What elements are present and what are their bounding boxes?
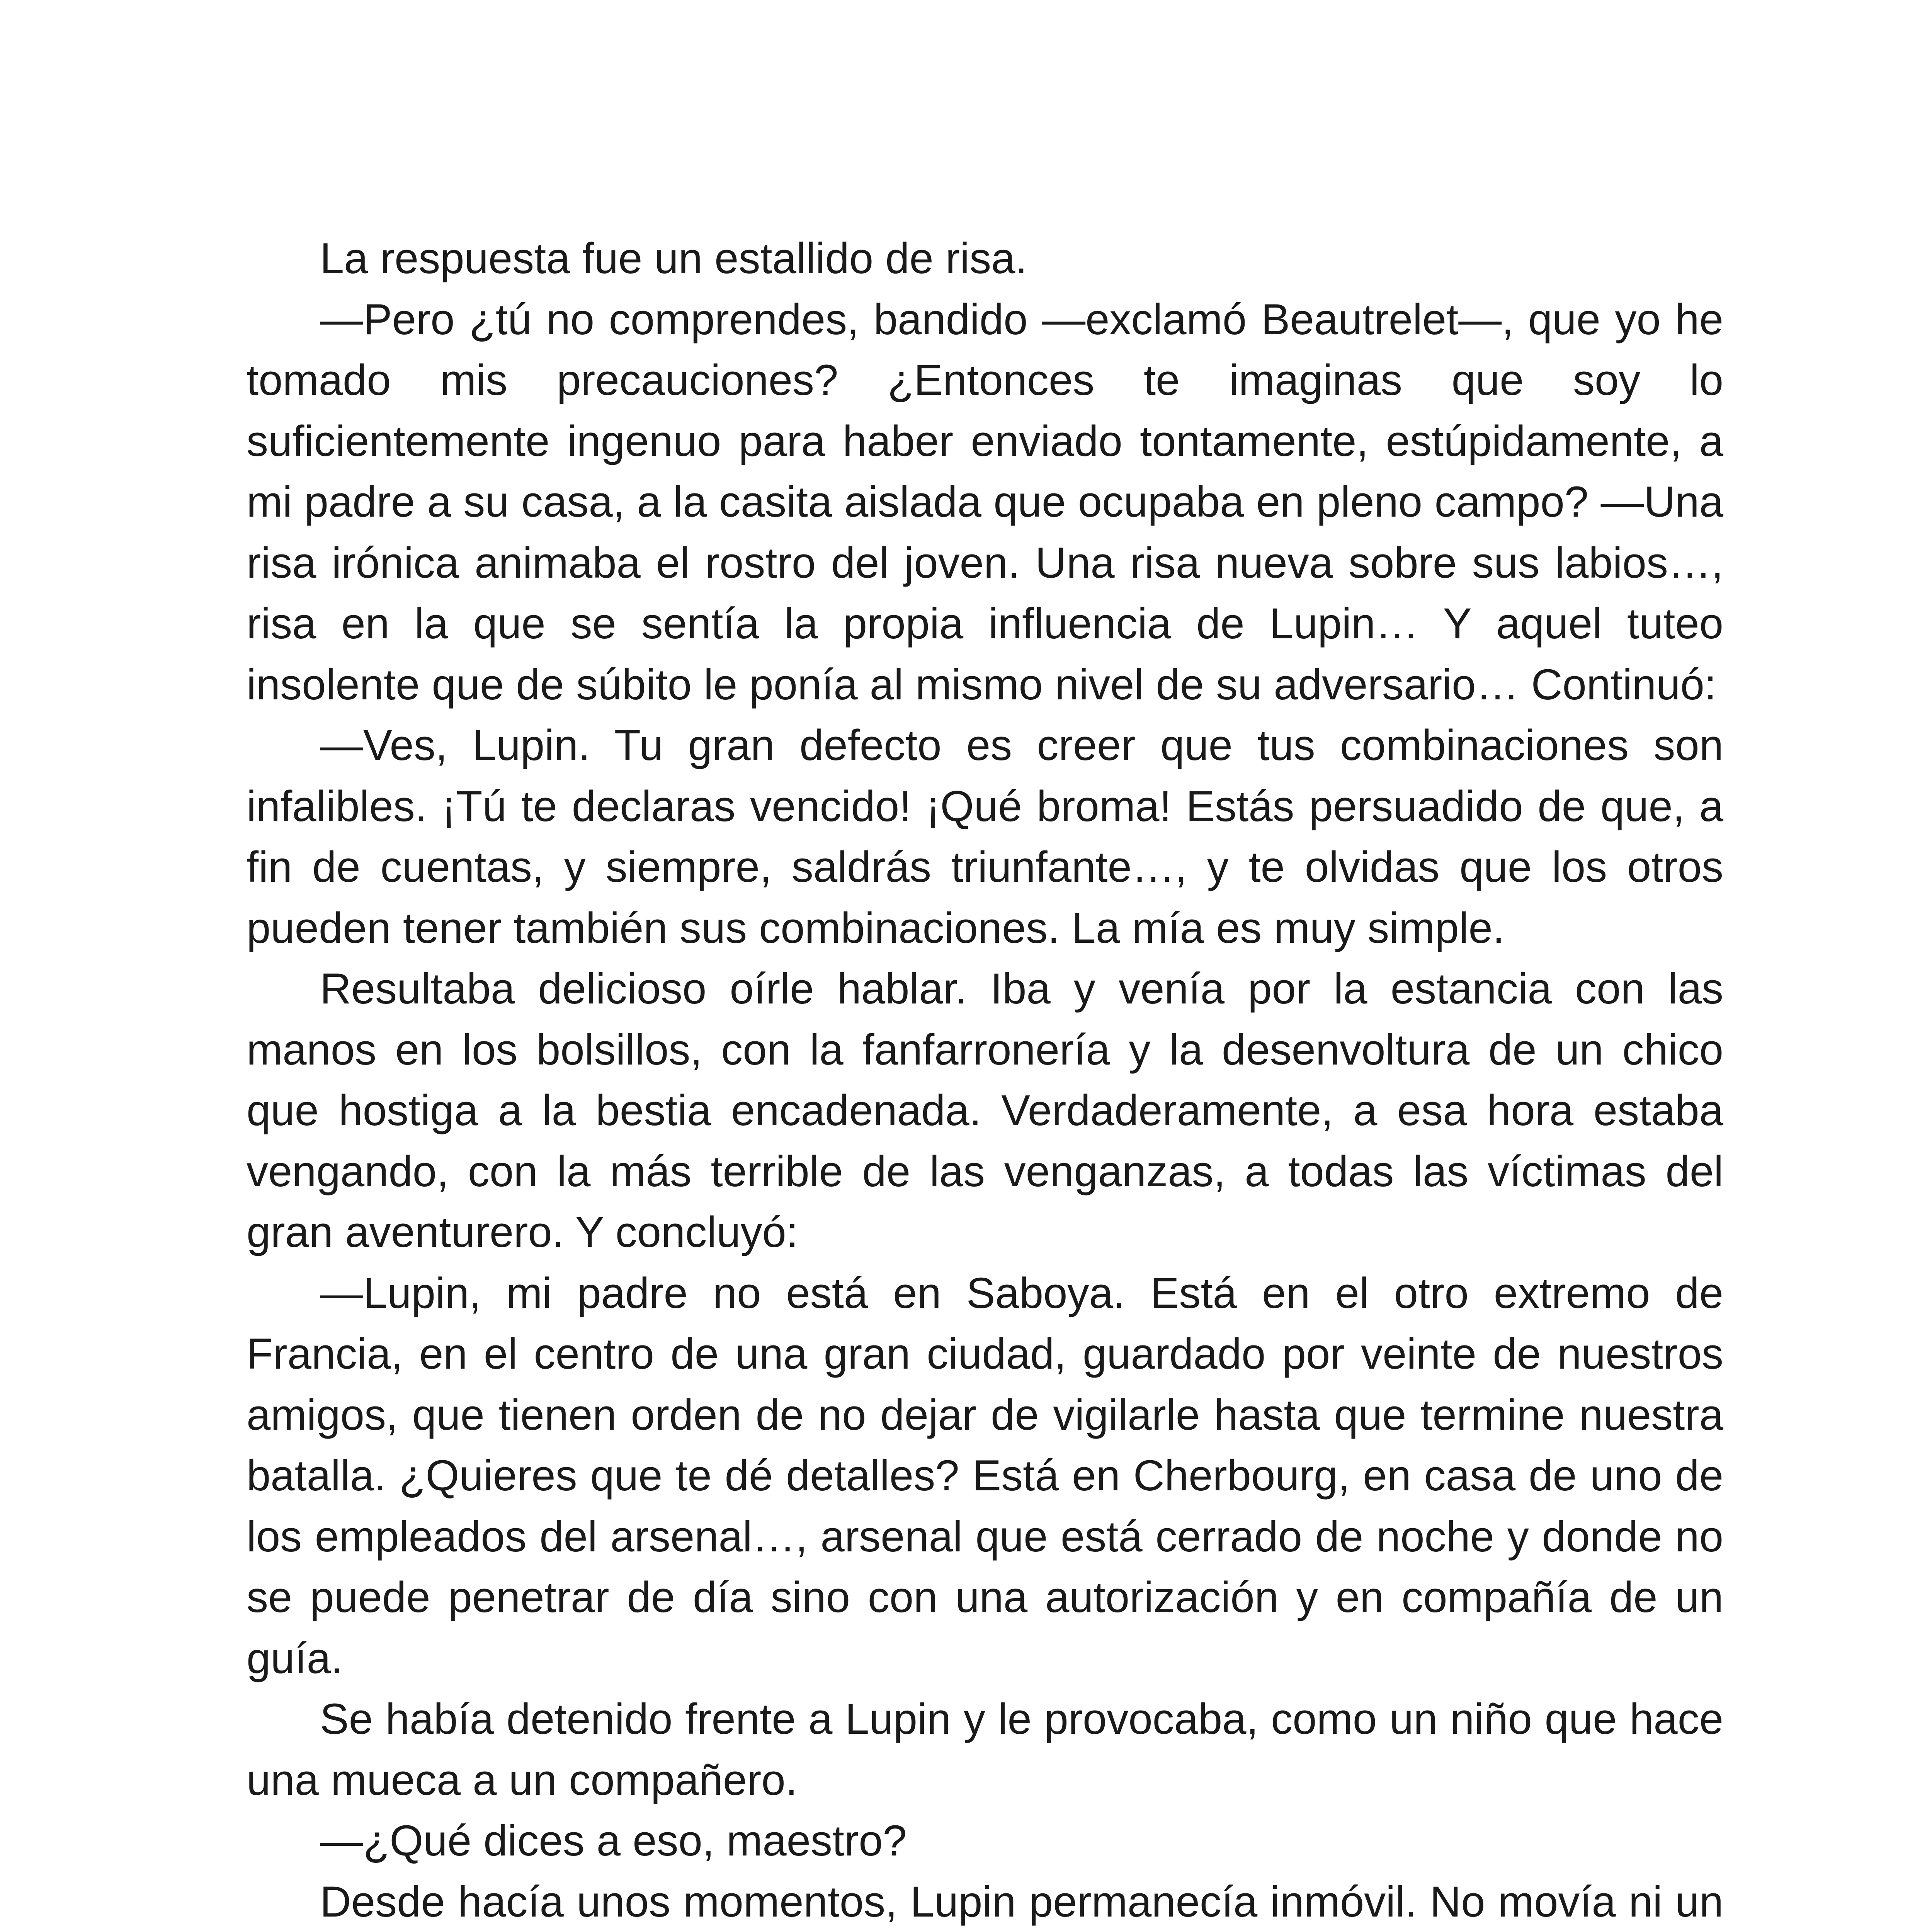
body-text (247, 228, 1723, 1932)
paragraph: —Ves, Lupin. Tu gran defecto es creer que tus combinaciones son infalibles. ¡Tú te declaras vencido! ¡Qué broma! Estás persuadido de que, a fin de cuentas, y siempre, saldrás triunfante…, y te olvidas que los otros pueden tener también sus combinaciones. La mía es muy simple. (247, 721, 1723, 952)
paragraph: Desde hacía unos momentos, Lupin permanecía inmóvil. No movía ni un (320, 1877, 1723, 1926)
paragraph: —¿Qué dices a eso, maestro? (320, 1816, 907, 1865)
paragraph: Resultaba delicioso oírle hablar. Iba y venía por la estancia con las manos en los bolsillos, con la fanfarronería y la desenvoltura de un chico que hostiga a la bestia encadenada. Verdaderamente, a esa hora estaba vengando, con la más terrible de las venganzas, a todas las víctimas del gran aventurero. Y concluyó: (247, 964, 1723, 1256)
paragraph: La respuesta fue un estallido de risa. (320, 234, 1027, 282)
paragraph: Se había detenido frente a Lupin y le provocaba, como un niño que hace una mueca a un compañero. (247, 1695, 1723, 1804)
paragraph: —Lupin, mi padre no está en Saboya. Está en el otro extremo de Francia, en el centro de una gran ciudad, guardado por veinte de nuestros amigos, que tienen orden de no dejar de vigilarle hasta que termine nuestra batalla. ¿Quieres que te dé detalles? Está en Cherbourg, en casa de uno de los empleados del arsenal…, arsenal que está cerrado de noche y donde no se puede penetrar de día sino con una autorización y en compañía de un guía. (247, 1269, 1723, 1682)
paragraph: —Pero ¿tú no comprendes, bandido —exclamó Beautrelet—, que yo he tomado mis precauciones? ¿Entonces te imaginas que soy lo suficientemente ingenuo para haber enviado tontamente, estúpidamente, a mi padre a su casa, a la casita aislada que ocupaba en pleno campo? —Una risa irónica animaba el rostro del joven. Una risa nueva sobre sus labios…, risa en la que se sentía la propia influencia de Lupin… Y aquel tuteo insolente que de súbito le ponía al mismo nivel de su adversario… Continuó: (247, 295, 1723, 709)
